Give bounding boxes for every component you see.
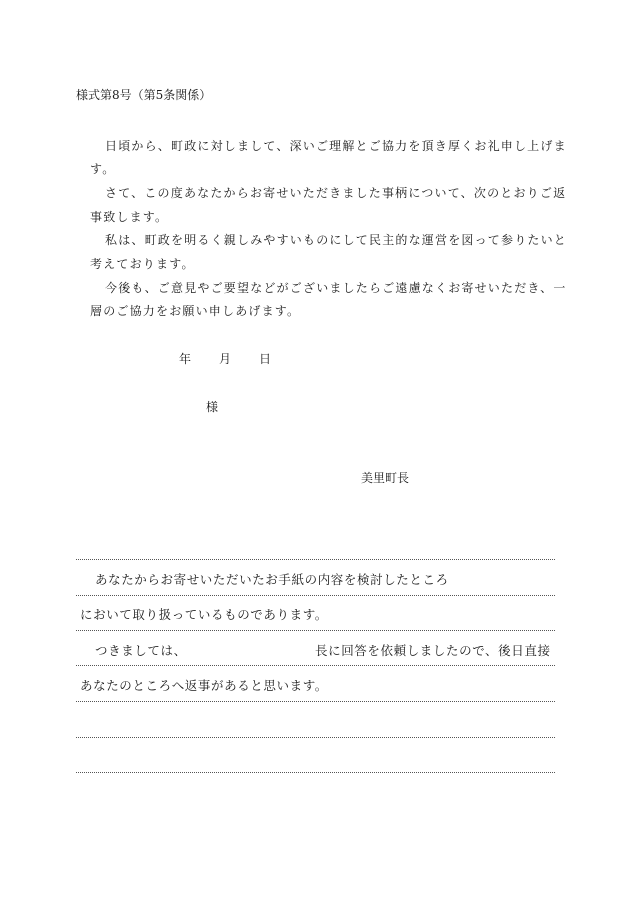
paragraph-4-line-2: 層のご協力をお願い申しあげます。	[90, 304, 301, 318]
addressee-honorific: 様	[206, 400, 219, 414]
lined-text-3-left: つきましては、	[95, 643, 187, 658]
paragraph-2-line-2: 事致します。	[90, 210, 169, 224]
paragraph-1-line-1: 日頃から、町政に対しまして、深いご理解とご協力を頂き厚くお礼申し上げま	[105, 139, 567, 153]
paragraph-2-line-1: さて、この度あなたからお寄せいただきました事柄について、次のとおりご返	[105, 186, 567, 200]
form-number: 様式第8号（第5条関係）	[76, 88, 212, 102]
date-day-label: 日	[259, 352, 272, 366]
date-year-label: 年	[179, 352, 192, 366]
lined-text-1: あなたからお寄せいただいたお手紙の内容を検討したところ	[95, 572, 449, 587]
paragraph-1-line-2: す。	[90, 162, 116, 176]
dotted-rule	[76, 595, 555, 596]
date-month-label: 月	[219, 352, 232, 366]
mayor-signature: 美里町長	[361, 471, 410, 485]
lined-text-2: において取り扱っているものであります。	[80, 607, 328, 622]
paragraph-3-line-1: 私は、町政を明るく親しみやすいものにして民主的な運営を図って参りたいと	[105, 233, 568, 247]
paragraph-4-line-1: 今後も、ご意見やご要望などがございましたらご遠慮なくお寄せいただき、一	[105, 281, 567, 295]
dotted-rule	[76, 701, 555, 702]
lined-text-3-right: 長に回答を依頼しましたので、後日直接	[315, 643, 551, 658]
dotted-rule	[76, 630, 555, 631]
dotted-rule	[76, 737, 555, 738]
dotted-rule	[76, 559, 555, 560]
paragraph-3-line-2: 考えております。	[90, 257, 195, 271]
dotted-rule	[76, 665, 555, 666]
dotted-rule	[76, 772, 555, 773]
lined-text-4: あなたのところへ返事があると思います。	[80, 678, 328, 693]
